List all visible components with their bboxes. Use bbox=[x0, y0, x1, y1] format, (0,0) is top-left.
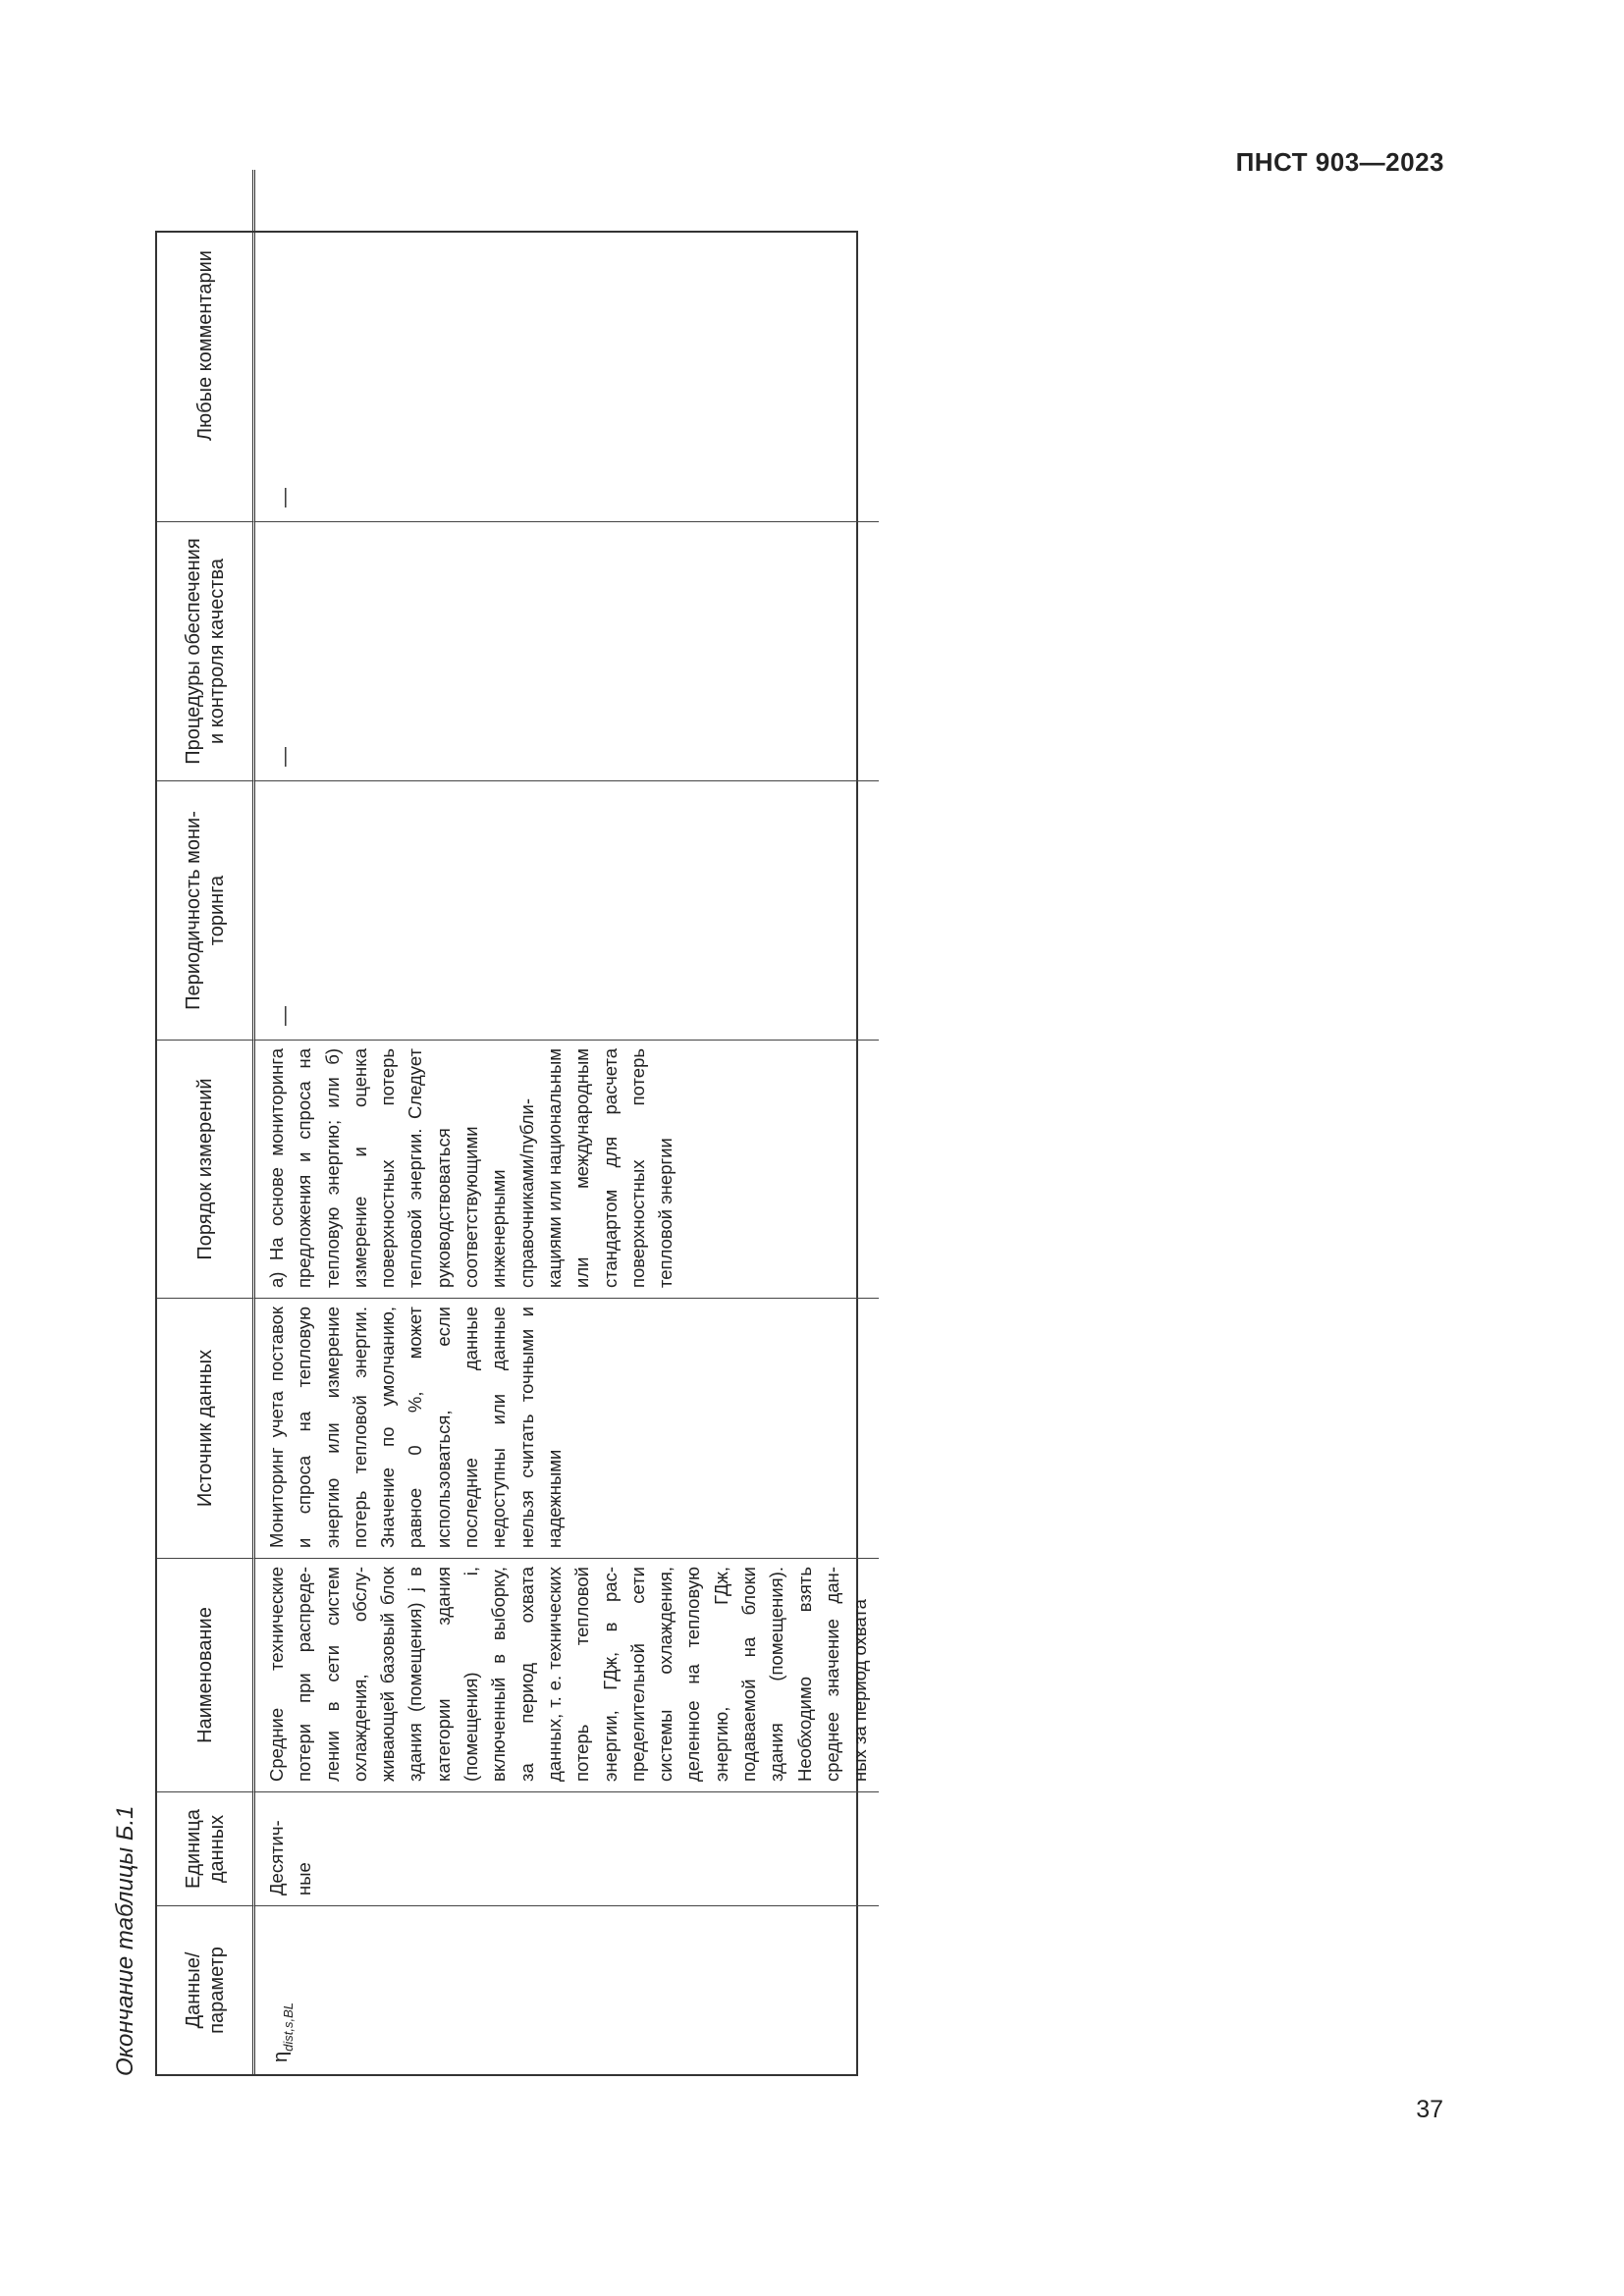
header-measurement-procedure: Порядок измерений bbox=[157, 1040, 255, 1298]
table-caption: Окончание таблицы Б.1 bbox=[112, 1805, 138, 2076]
document-code: ПНСТ 903—2023 bbox=[1235, 147, 1444, 177]
comments-dash: — bbox=[274, 488, 296, 507]
cell-unit: Десятичные bbox=[255, 1791, 879, 1905]
frequency-dash: — bbox=[274, 1006, 296, 1026]
cell-source: Мониторинг учета поставок и спроса на тепловую энергию или измерение потерь тепловой энергии. Значение по умолчанию, равное 0 %, может использоваться, если последние данные недоступны или данные нельзя считать точными и надежными bbox=[255, 1298, 879, 1558]
header-comments: Любые комментарии bbox=[157, 170, 255, 521]
header-data-parameter: Данные/ параметр bbox=[157, 1905, 255, 2074]
cell-comments bbox=[255, 170, 879, 521]
cell-frequency bbox=[255, 780, 879, 1040]
qa-dash: — bbox=[274, 747, 296, 767]
page-number: 37 bbox=[1416, 2096, 1443, 2123]
cell-parameter bbox=[255, 1905, 879, 2074]
parameter-symbol: η bbox=[270, 2051, 292, 2062]
header-data-unit: Единица данных bbox=[157, 1791, 255, 1905]
header-monitoring-frequency: Периодичность мониторинга bbox=[157, 780, 255, 1040]
header-quality-procedures: Процедуры обеспечения и контроля качества bbox=[157, 521, 255, 780]
data-table bbox=[155, 231, 871, 2076]
parameter-subscript: dist,s,BL bbox=[281, 2002, 296, 2052]
rotated-table-block bbox=[112, 231, 871, 2076]
header-data-source: Источник данных bbox=[157, 1298, 255, 1558]
cell-qa bbox=[255, 521, 879, 780]
cell-name: Средние технические потери при распределении в сети систем охлаждения, обслуживающей базовый блок здания (помещения) j в категории здания (помещения) i, включенный в выборку, за период охвата данных, т. е. технических потерь тепловой энергии, ГДж, в распределительной сети системы охлаждения, деленное на тепловую энергию, ГДж, подаваемой на блоки здания (помещения). Необходимо взять среднее значение данных за период охвата bbox=[255, 1558, 879, 1791]
header-name: Наименование bbox=[157, 1558, 255, 1791]
cell-procedure: а) На основе мониторинга предложения и спроса на тепловую энергию; или б) измерение и оценка поверхностных потерь тепловой энергии. Следует руководствоваться соответствующими инженерными справочниками/публикациями или национальным или международным стандартом для расчета поверхностных потерь тепловой энергии bbox=[255, 1040, 879, 1298]
